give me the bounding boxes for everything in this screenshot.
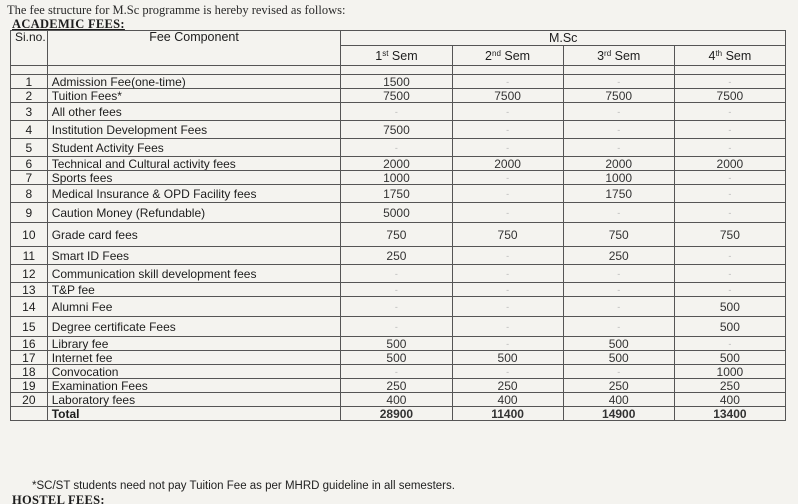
spacer-row [11,66,786,75]
semester-2-value-cell: 400 [452,393,563,407]
semester-2-value-cell: 11400 [452,407,563,421]
semester-4-value-cell: 750 [674,223,785,247]
semester-1-value-cell: 250 [341,247,452,265]
semester-4-value-cell: 13400 [674,407,785,421]
semester-4-value-cell: - [674,75,785,89]
semester-4-value-cell: 2000 [674,157,785,171]
table-row [11,265,786,283]
serial-number-cell: 8 [11,185,48,203]
semester-4-value-cell: 500 [674,297,785,317]
semester-2-value-cell: - [452,297,563,317]
spacer-cell [47,66,341,75]
table-row [11,75,786,89]
semester-3-value-cell: 250 [563,247,674,265]
semester-4-value-cell: 500 [674,351,785,365]
semester-3-value-cell: 500 [563,337,674,351]
serial-number-cell: 16 [11,337,48,351]
semester-label: Sem [614,48,641,63]
semester-2-value-cell: 2000 [452,157,563,171]
serial-number-cell: 11 [11,247,48,265]
semester-2-value-cell: - [452,337,563,351]
header-program: M.Sc [341,31,786,46]
semester-3-value-cell: 750 [563,223,674,247]
fee-component-cell: Total [47,407,341,421]
semester-4-value-cell: - [674,265,785,283]
semester-2-value-cell: - [452,317,563,337]
semester-2-value-cell: - [452,121,563,139]
semester-1-value-cell: 2000 [341,157,452,171]
table-row [11,171,786,185]
semester-2-value-cell: - [452,265,563,283]
table-row [11,157,786,171]
serial-number-cell: 19 [11,379,48,393]
semester-number: 3 [597,48,605,63]
semester-1-value-cell: 500 [341,351,452,365]
table-row [11,393,786,407]
semester-4-value-cell: 500 [674,317,785,337]
table-row [11,247,786,265]
semester-1-value-cell: - [341,317,452,337]
fee-component-cell: Institution Development Fees [47,121,341,139]
serial-number-cell: 13 [11,283,48,297]
table-row [11,317,786,337]
semester-3-value-cell: - [563,203,674,223]
serial-number-cell: 17 [11,351,48,365]
intro-text: The fee structure for M.Sc programme is hereby revised as follows: [7,3,346,17]
semester-1-value-cell: 250 [341,379,452,393]
semester-2-value-cell: - [452,103,563,121]
semester-1-value-cell: - [341,297,452,317]
semester-4-value-cell: - [674,203,785,223]
semester-number: 2 [485,48,492,63]
semester-4-value-cell: - [674,139,785,157]
serial-number-cell: 10 [11,223,48,247]
semester-1-value-cell: - [341,265,452,283]
semester-3-value-cell: 7500 [563,89,674,103]
semester-3-value-cell: - [563,365,674,379]
serial-number-cell: 9 [11,203,48,223]
fee-component-cell: Sports fees [47,171,341,185]
semester-4-value-cell: - [674,103,785,121]
table-row [11,351,786,365]
semester-3-value-cell: - [563,283,674,297]
footnote: *SC/ST students need not pay Tuition Fee as per MHRD guideline in all semesters. [32,480,455,492]
fee-component-cell: Communication skill development fees [47,265,341,283]
semester-2-value-cell: - [452,75,563,89]
semester-label: Sem [391,48,418,63]
table-row [11,223,786,247]
fee-component-cell: Grade card fees [47,223,341,247]
spacer-cell [11,66,48,75]
serial-number-cell: 15 [11,317,48,337]
semester-1-value-cell: - [341,365,452,379]
semester-label: Sem [504,48,531,63]
semester-2-value-cell: - [452,139,563,157]
semester-3-value-cell: - [563,139,674,157]
fee-component-cell: T&P fee [47,283,341,297]
table-row [11,89,786,103]
serial-number-cell: 18 [11,365,48,379]
serial-number-cell: 2 [11,89,48,103]
semester-4-value-cell: 7500 [674,89,785,103]
semester-2-value-cell: 750 [452,223,563,247]
spacer-cell [674,66,785,75]
semester-1-value-cell: 7500 [341,121,452,139]
spacer-cell [341,66,452,75]
fee-component-cell: Caution Money (Refundable) [47,203,341,223]
table-row [11,283,786,297]
semester-1-value-cell: 400 [341,393,452,407]
semester-3-value-cell: 14900 [563,407,674,421]
semester-2-value-cell: - [452,185,563,203]
header-sino: Si.no. [11,31,48,66]
fee-component-cell: Convocation [47,365,341,379]
semester-4-value-cell: - [674,121,785,139]
table-row [11,203,786,223]
semester-1-value-cell: 1750 [341,185,452,203]
serial-number-cell: 20 [11,393,48,407]
serial-number-cell: 1 [11,75,48,89]
semester-label: Sem [725,48,752,63]
header-semester-3 [563,46,674,66]
table-row [11,297,786,317]
semester-ordinal-suffix: nd [492,48,501,58]
academic-fees-table [10,30,786,421]
header-semester-1 [341,46,452,66]
fee-component-cell: Student Activity Fees [47,139,341,157]
semester-2-value-cell: - [452,203,563,223]
semester-4-value-cell: 250 [674,379,785,393]
semester-4-value-cell: - [674,247,785,265]
serial-number-cell: 3 [11,103,48,121]
header-fee-component: Fee Component [47,31,341,66]
semester-4-value-cell: - [674,337,785,351]
semester-3-value-cell: - [563,317,674,337]
semester-3-value-cell: 1000 [563,171,674,185]
serial-number-cell: 12 [11,265,48,283]
semester-3-value-cell: - [563,121,674,139]
semester-ordinal-suffix: rd [604,48,612,58]
fee-component-cell: Alumni Fee [47,297,341,317]
header-semester-4 [674,46,785,66]
fee-component-cell: Degree certificate Fees [47,317,341,337]
semester-number: 1 [375,48,383,63]
fee-component-cell: Technical and Cultural activity fees [47,157,341,171]
semester-1-value-cell: 7500 [341,89,452,103]
semester-1-value-cell: 750 [341,223,452,247]
serial-number-cell: 4 [11,121,48,139]
serial-number-cell [11,407,48,421]
spacer-cell [563,66,674,75]
semester-1-value-cell: - [341,139,452,157]
fee-component-cell: Examination Fees [47,379,341,393]
semester-1-value-cell: 500 [341,337,452,351]
table-row [11,337,786,351]
fee-component-cell: Internet fee [47,351,341,365]
semester-2-value-cell: 7500 [452,89,563,103]
serial-number-cell: 5 [11,139,48,157]
fee-component-cell: Tuition Fees* [47,89,341,103]
semester-3-value-cell: - [563,75,674,89]
semester-3-value-cell: 400 [563,393,674,407]
serial-number-cell: 14 [11,297,48,317]
table-row [11,121,786,139]
semester-1-value-cell: 1000 [341,171,452,185]
semester-ordinal-suffix: th [715,48,723,58]
fee-component-cell: Medical Insurance & OPD Facility fees [47,185,341,203]
semester-1-value-cell: 1500 [341,75,452,89]
semester-4-value-cell: 400 [674,393,785,407]
semester-1-value-cell: - [341,283,452,297]
table-row [11,379,786,393]
table-row [11,103,786,121]
semester-3-value-cell: 250 [563,379,674,393]
fee-component-cell: Admission Fee(one-time) [47,75,341,89]
semester-2-value-cell: 500 [452,351,563,365]
semester-2-value-cell: - [452,365,563,379]
serial-number-cell: 7 [11,171,48,185]
table-row [11,139,786,157]
semester-ordinal-suffix: st [382,48,389,58]
semester-2-value-cell: 250 [452,379,563,393]
semester-2-value-cell: - [452,283,563,297]
section-title-hostel-fees: HOSTEL FEES: [12,493,105,504]
table-row [11,365,786,379]
serial-number-cell: 6 [11,157,48,171]
semester-4-value-cell: - [674,283,785,297]
semester-number: 4 [708,48,716,63]
header-semester-2 [452,46,563,66]
semester-4-value-cell: - [674,171,785,185]
semester-3-value-cell: - [563,103,674,121]
semester-2-value-cell: - [452,247,563,265]
semester-4-value-cell: - [674,185,785,203]
semester-4-value-cell: 1000 [674,365,785,379]
semester-1-value-cell: - [341,103,452,121]
semester-2-value-cell: - [452,171,563,185]
total-row [11,407,786,421]
semester-3-value-cell: 500 [563,351,674,365]
fee-component-cell: Library fee [47,337,341,351]
fee-component-cell: Laboratory fees [47,393,341,407]
semester-1-value-cell: 5000 [341,203,452,223]
fee-component-cell: Smart ID Fees [47,247,341,265]
semester-3-value-cell: 2000 [563,157,674,171]
semester-3-value-cell: 1750 [563,185,674,203]
semester-3-value-cell: - [563,297,674,317]
section-title-academic-fees: ACADEMIC FEES: [12,17,125,31]
spacer-cell [452,66,563,75]
semester-3-value-cell: - [563,265,674,283]
table-row [11,185,786,203]
fee-component-cell: All other fees [47,103,341,121]
fee-table-body [11,66,786,421]
semester-1-value-cell: 28900 [341,407,452,421]
